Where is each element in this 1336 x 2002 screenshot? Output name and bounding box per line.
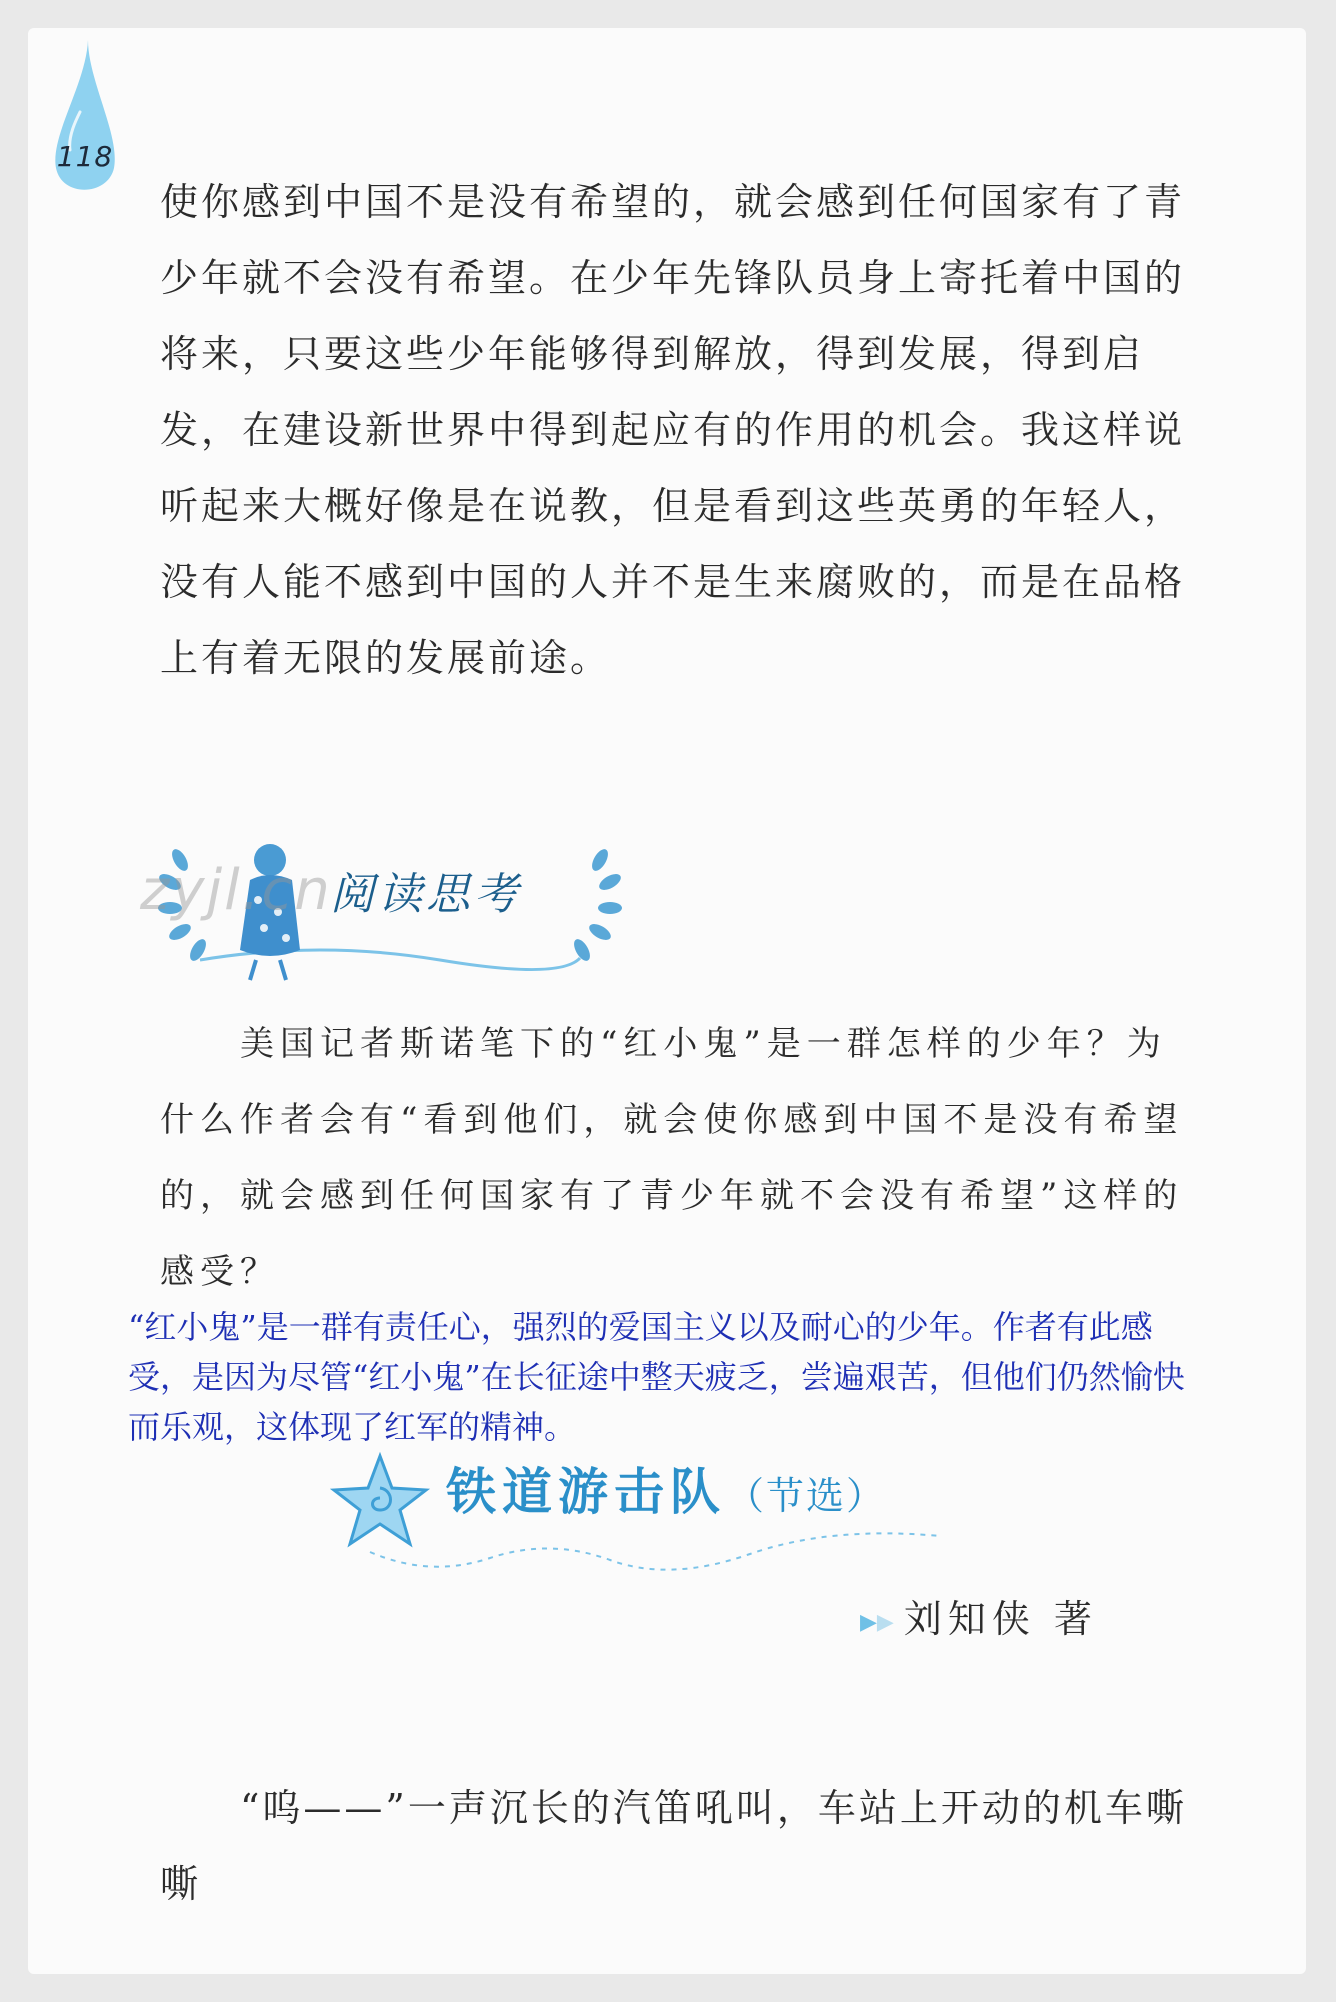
section-title: 阅读思考 <box>330 869 522 920</box>
story-opening: “呜——”一声沉长的汽笛吼叫，车站上开动的机车嘶嘶 <box>160 1786 1187 1906</box>
water-drop-icon <box>48 40 122 200</box>
continued-paragraph: 使你感到中国不是没有希望的，就会感到任何国家有了青少年就不会没有希望。在少年先锋队员身上寄托着中国的将来，只要这些少年能够得到解放，得到发展，得到启发，在建设新世界中得到起应有的作用的机会。我这样说听起来大概好像是在说教，但是看到这些英勇的年轻人，没有人能不感到中国的人并不是生来腐败的，而是在品格上有着无限的发展前途。 <box>160 180 1186 680</box>
watermark: zyjl.cn <box>140 858 332 923</box>
author-line <box>860 1588 1098 1643</box>
page-number: 118 <box>56 140 114 173</box>
handwritten-answer: “红小鬼”是一群有责任心，强烈的爱国主义以及耐心的少年。作者有此感受，是因为尽管“红小鬼”在长征途中整天疲乏，尝遍艰苦，但他们仍然愉快而乐观，这体现了红军的精神。 <box>128 1308 1185 1446</box>
story-subtitle: （节选） <box>726 1474 887 1518</box>
story-title-text: 铁道游击队 <box>446 1463 726 1521</box>
arrow-icon: ▶▶ <box>860 1610 894 1635</box>
reading-question: 美国记者斯诺笔下的“红小鬼”是一群怎样的少年？为什么作者会有“看到他们，就会使你感到中国不是没有希望的，就会感到任何国家有了青少年就不会没有希望”这样的感受？ <box>160 1024 1184 1292</box>
author-name: 刘知侠 著 <box>903 1597 1098 1641</box>
story-title <box>446 1452 886 1524</box>
